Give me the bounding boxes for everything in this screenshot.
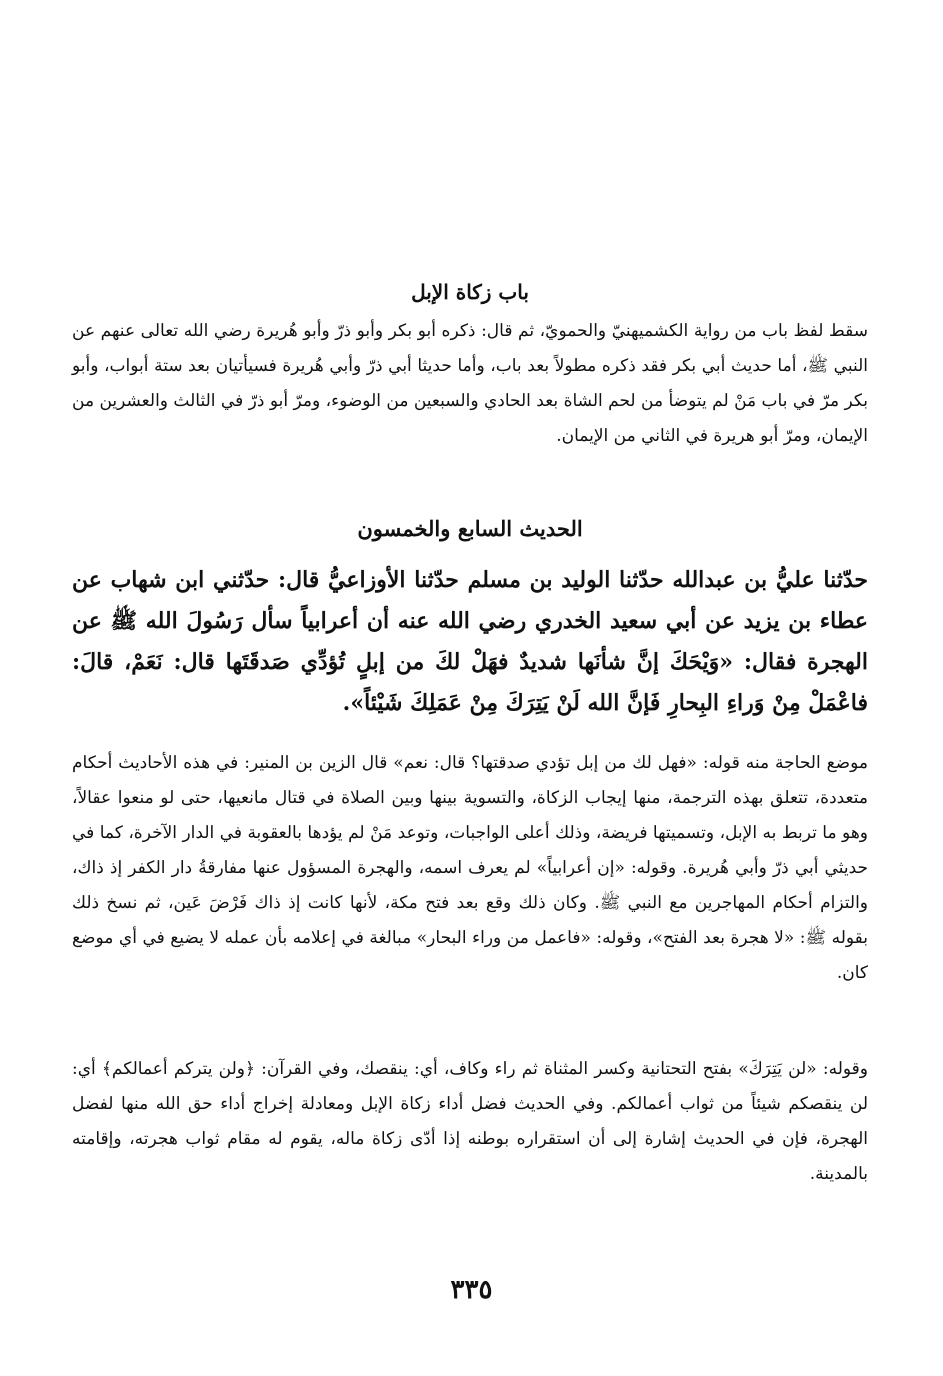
chapter-title: باب زكاة الإبل	[411, 280, 529, 304]
intro-paragraph: سقط لفظ باب من رواية الكشميهنيّ والحمويّ، ثم قال: ذكره أبو بكر وأبو ذرّ وأبو هُريرة رضي الله تعالى عنهم عن النبي ﷺ، أما حديث أبي بكر فقد ذكره مطولاً بعد باب، وأما حديثا أبي ذرّ وأبي هُريرة فسيأتيان بعد ستة أبواب، وأبو بكر مرّ في باب مَنْ لم يتوضأ من لحم الشاة بعد الحادي والسبعين من الوضوء، ومرّ أبو ذرّ في الثالث والعشرين من الإيمان، ومرّ أبو هريرة في الثاني من الإيمان.	[72, 321, 868, 446]
hadith-text: حدّثنا عليُّ بن عبدالله حدّثنا الوليد بن مسلم حدّثنا الأوزاعيُّ قال: حدّثني ابن شهاب عن عطاء بن يزيد عن أبي سعيد الخدري رضي الله عنه أن أعرابياً سأل رَسُولَ الله ﷺ عن الهجرة فقال: «وَيْحَكَ إنَّ شأنَها شديدٌ فهَلْ لكَ من إبلٍ تُؤدِّي صَدقَتَها قال: نَعَمْ، قالَ: فاعْمَلْ مِنْ وَراءِ البِحارِ فَإنَّ الله لَنْ يَتِرَكَ مِنْ عَمَلِكَ شَيْئاً».	[72, 567, 868, 716]
page-number: ٣٣٥	[450, 1275, 493, 1305]
hadith-title: الحديث السابع والخمسون	[357, 516, 583, 541]
commentary-paragraph-2: وقوله: «لن يَتِرَكَ» بفتح التحتانية وكسر المثناة ثم راء وكاف، أي: ينقصك، وفي القرآن: ﴿ولن يتركم أعمالكم﴾ أي: لن ينقصكم شيئاً من ثواب أعمالكم. وفي الحديث فضل أداء زكاة الإبل ومعادلة إخراج أداء حق الله منها لفضل الهجرة، فإن في الحديث إشارة إلى أن استقراره بوطنه إذا أدّى زكاة ماله، يقوم له مقام ثواب هجرته، وإقامته بالمدينة.	[72, 1059, 868, 1184]
commentary-paragraph-1: موضع الحاجة منه قوله: «فهل لك من إبل تؤدي صدقتها؟ قال: نعم» قال الزين بن المنير: في هذه الأحاديث أحكام متعددة، تتعلق بهذه الترجمة، منها إيجاب الزكاة، والتسوية بينها وبين الصلاة في قتال مانعيها، حتى لو منعوا عقالاً، وهو ما تربط به الإبل، وتسميتها فريضة، وذلك أعلى الواجبات، وتوعد مَنْ لم يؤدها بالعقوبة في الدار الآخرة، كما في حديثي أبي ذرّ وأبي هُريرة. وقوله: «إن أعرابياً» لم يعرف اسمه، والهجرة المسؤول عنها مفارقةُ دار الكفر إذ ذاك، والتزام أحكام المهاجرين مع النبي ﷺ. وكان ذلك وقع بعد فتح مكة، لأنها كانت إذ ذاك فَرْضَ عَين، ثم نسخ ذلك بقوله ﷺ: «لا هجرة بعد الفتح»، وقوله: «فاعمل من وراء البحار» مبالغة في إعلامه بأن عمله لا يضيع في أي موضع كان.	[72, 753, 868, 983]
